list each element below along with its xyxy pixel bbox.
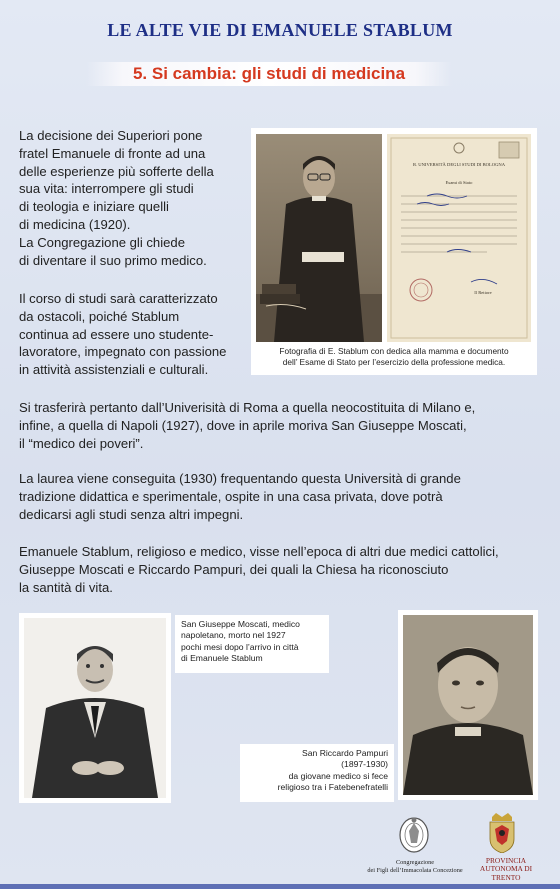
congregation-seal-icon <box>397 815 431 855</box>
congregation-logo-text: Congregazione dei Figli dell’Immacolata Concezione <box>367 859 463 874</box>
page-title: LE ALTE VIE DI EMANUELE STABLUM <box>107 20 453 40</box>
paragraph-degree: La laurea viene conseguita (1930) frequentando questa Università di grande tradizione didattica e sperimentale, ospite in una casa privata, dove potrà dedicarsi agli studi senza altri impegni. <box>19 471 461 522</box>
pampuri-photo <box>403 615 533 795</box>
moscati-caption: San Giuseppe Moscati, medico napoletano, morto nel 1927 pochi mesi dopo l’arrivo in città di Emanuele Stablum <box>175 615 329 673</box>
trento-province-coat-icon <box>487 813 517 853</box>
stablum-portrait-photo <box>256 134 382 342</box>
photo-caption-top: Fotografia di E. Stablum con dedica alla mamma e documento dell’ Esame di Stato per l’esercizio della professione medica. <box>279 346 509 367</box>
bottom-divider <box>0 884 560 889</box>
moscati-photo-frame <box>19 613 171 803</box>
document-header: R. UNIVERSITÀ DEGLI STUDI DI BOLOGNA <box>412 162 506 167</box>
document-signature-label: Il Rettore <box>474 290 492 295</box>
paragraph-decision: La decisione dei Superiori pone fratel Emanuele di fronte ad una delle esperienze più sofferte della sua vita: interrompere gli studi di teologia e iniziare quelli di medicina (1920). La Congregazione gli chiede di diventare il suo primo medico. <box>19 128 214 268</box>
moscati-photo <box>24 618 166 798</box>
province-logo-text: PROVINCIA AUTONOMA DI TRENTO <box>479 856 533 882</box>
section-subtitle: 5. Si cambia: gli studi di medicina <box>86 62 452 86</box>
pampuri-photo-frame <box>398 610 538 800</box>
stablum-photo-frame <box>251 128 537 375</box>
paragraph-saints: Emanuele Stablum, religioso e medico, visse nell’epoca di altri due medici cattolici, Giuseppe Moscati e Riccardo Pampuri, dei quali la Chiesa ha riconosciuto la santità di vita. <box>19 544 499 595</box>
document-subheader: Esami di Stato <box>445 180 473 185</box>
state-exam-document <box>387 134 531 342</box>
paragraph-transfer: Si trasferirà pertanto dall’Univerisità di Roma a quella neocostituita di Milano e, infine, a quella di Napoli (1927), dove in aprile moriva San Giuseppe Moscati, il “medico dei poveri”. <box>19 400 476 451</box>
paragraph-course: Il corso di studi sarà caratterizzato da ostacoli, poiché Stablum continua ad essere uno studente- lavoratore, impegnato con passione in attività assistenziali e culturali. <box>19 291 227 378</box>
pampuri-caption: San Riccardo Pampuri (1897-1930) da giovane medico si fece religioso tra i Fatebenefratelli <box>240 744 394 802</box>
